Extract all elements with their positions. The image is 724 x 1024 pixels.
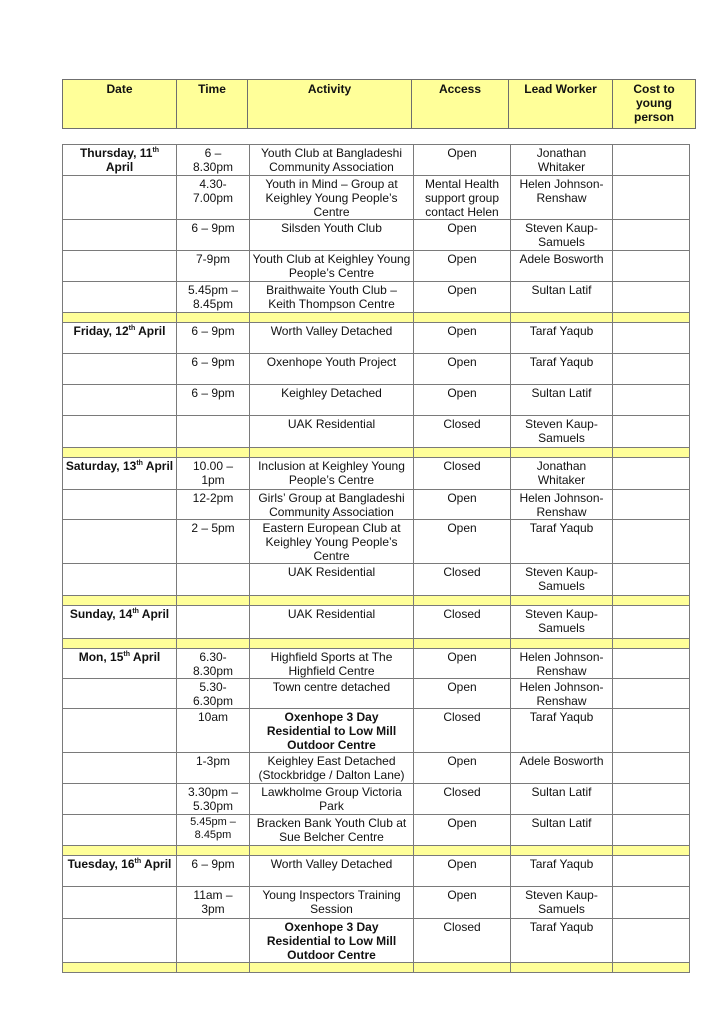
schedule-row	[63, 220, 690, 251]
date-text: Sunday, 14	[69, 607, 133, 621]
separator-cell	[250, 596, 414, 606]
time-cell: 4.30- 7.00pm	[177, 176, 250, 220]
day-separator-row	[63, 448, 690, 458]
separator-cell	[63, 963, 177, 973]
lead-worker-cell: Steven Kaup-Samuels	[511, 220, 613, 251]
time-cell: 12-2pm	[177, 490, 250, 520]
activity-cell: Keighley Detached	[250, 385, 414, 416]
cost-cell	[613, 564, 690, 596]
cost-cell	[613, 251, 690, 282]
date-cell	[63, 145, 177, 176]
date-text: Friday, 12	[73, 324, 129, 338]
activity-cell: Oxenhope 3 Day Residential to Low Mill Outdoor Centre	[250, 919, 414, 963]
cost-cell	[613, 145, 690, 176]
cost-cell	[613, 416, 690, 448]
date-cell	[63, 220, 177, 251]
access-cell: Closed	[414, 416, 511, 448]
date-cell	[63, 458, 177, 490]
separator-cell	[613, 448, 690, 458]
activity-cell: Town centre detached	[250, 679, 414, 709]
activity-cell: Girls’ Group at Bangladeshi Community Association	[250, 490, 414, 520]
activity-cell: Keighley East Detached (Stockbridge / Dalton Lane)	[250, 753, 414, 784]
date-month: April	[105, 160, 134, 174]
date-cell	[63, 753, 177, 784]
date-ordinal: th	[152, 147, 160, 154]
date-month: April	[138, 607, 170, 621]
day-separator-row	[63, 313, 690, 323]
schedule-row	[63, 385, 690, 416]
date-cell	[63, 887, 177, 919]
lead-worker-cell: Taraf Yaqub	[511, 520, 613, 564]
cost-cell	[613, 606, 690, 639]
separator-cell	[177, 313, 250, 323]
date-cell	[63, 856, 177, 887]
lead-worker-cell: Jonathan Whitaker	[511, 458, 613, 490]
activity-cell: Eastern European Club at Keighley Young People’s Centre	[250, 520, 414, 564]
lead-worker-cell: Steven Kaup-Samuels	[511, 887, 613, 919]
date-month: April	[135, 324, 166, 338]
schedule-row	[63, 649, 690, 679]
schedule-row	[63, 856, 690, 887]
lead-worker-cell: Steven Kaup-Samuels	[511, 416, 613, 448]
schedule-row	[63, 679, 690, 709]
lead-worker-cell: Taraf Yaqub	[511, 856, 613, 887]
schedule-row	[63, 490, 690, 520]
activity-cell: UAK Residential	[250, 606, 414, 639]
activity-cell: Young Inspectors Training Session	[250, 887, 414, 919]
schedule-row	[63, 520, 690, 564]
header-cost: Cost to young person	[613, 80, 696, 129]
lead-worker-cell: Taraf Yaqub	[511, 919, 613, 963]
time-cell: 6 – 8.30pm	[177, 145, 250, 176]
lead-worker-cell: Adele Bosworth	[511, 251, 613, 282]
separator-cell	[177, 846, 250, 856]
cost-cell	[613, 856, 690, 887]
access-cell: Closed	[414, 919, 511, 963]
access-cell: Open	[414, 649, 511, 679]
date-cell	[63, 490, 177, 520]
separator-cell	[250, 313, 414, 323]
activity-cell: Braithwaite Youth Club – Keith Thompson Centre	[250, 282, 414, 313]
time-cell: 6 – 9pm	[177, 354, 250, 385]
access-cell: Closed	[414, 784, 511, 815]
time-cell: 11am – 3pm	[177, 887, 250, 919]
lead-worker-cell: Steven Kaup-Samuels	[511, 606, 613, 639]
date-cell	[63, 709, 177, 753]
separator-cell	[250, 846, 414, 856]
date-month: April	[141, 857, 172, 871]
access-cell: Open	[414, 856, 511, 887]
activity-cell: Oxenhope 3 Day Residential to Low Mill Outdoor Centre	[250, 709, 414, 753]
cost-cell	[613, 709, 690, 753]
time-cell	[177, 919, 250, 963]
lead-worker-cell: Taraf Yaqub	[511, 323, 613, 354]
activity-cell: Highfield Sports at The Highfield Centre	[250, 649, 414, 679]
date-cell	[63, 282, 177, 313]
date-cell	[63, 385, 177, 416]
cost-cell	[613, 385, 690, 416]
lead-worker-cell: Steven Kaup-Samuels	[511, 564, 613, 596]
activity-cell: Silsden Youth Club	[250, 220, 414, 251]
schedule-row	[63, 815, 690, 846]
activity-cell: UAK Residential	[250, 416, 414, 448]
time-cell: 5.30- 6.30pm	[177, 679, 250, 709]
access-cell: Open	[414, 815, 511, 846]
separator-cell	[613, 639, 690, 649]
cost-cell	[613, 887, 690, 919]
day-separator-row	[63, 596, 690, 606]
time-cell	[177, 606, 250, 639]
schedule-row	[63, 564, 690, 596]
date-cell	[63, 919, 177, 963]
time-cell: 10am	[177, 709, 250, 753]
lead-worker-cell: Sultan Latif	[511, 784, 613, 815]
schedule-row	[63, 251, 690, 282]
separator-cell	[613, 846, 690, 856]
date-cell	[63, 564, 177, 596]
lead-worker-cell: Adele Bosworth	[511, 753, 613, 784]
date-ordinal: th	[136, 460, 143, 467]
separator-cell	[250, 639, 414, 649]
header-table	[62, 79, 696, 129]
activity-cell: UAK Residential	[250, 564, 414, 596]
date-text: Tuesday, 16	[67, 857, 135, 871]
date-cell	[63, 416, 177, 448]
access-cell: Open	[414, 385, 511, 416]
date-cell	[63, 679, 177, 709]
lead-worker-cell: Helen Johnson-Renshaw	[511, 679, 613, 709]
schedule-row	[63, 176, 690, 220]
access-cell: Open	[414, 354, 511, 385]
access-cell: Closed	[414, 709, 511, 753]
cost-cell	[613, 815, 690, 846]
header-access: Access	[412, 80, 509, 129]
activity-cell: Oxenhope Youth Project	[250, 354, 414, 385]
lead-worker-cell: Helen Johnson-Renshaw	[511, 176, 613, 220]
date-cell	[63, 176, 177, 220]
time-cell: 5.45pm – 8.45pm	[177, 815, 250, 846]
separator-cell	[511, 846, 613, 856]
activity-cell: Lawkholme Group Victoria Park	[250, 784, 414, 815]
time-cell: 6 – 9pm	[177, 385, 250, 416]
date-cell	[63, 815, 177, 846]
time-cell	[177, 416, 250, 448]
time-cell: 7-9pm	[177, 251, 250, 282]
separator-cell	[250, 963, 414, 973]
date-cell	[63, 606, 177, 639]
separator-cell	[414, 596, 511, 606]
cost-cell	[613, 490, 690, 520]
separator-cell	[511, 596, 613, 606]
separator-cell	[63, 313, 177, 323]
date-cell	[63, 323, 177, 354]
date-cell	[63, 251, 177, 282]
day-separator-row	[63, 639, 690, 649]
cost-cell	[613, 220, 690, 251]
activity-cell: Youth in Mind – Group at Keighley Young People’s Centre	[250, 176, 414, 220]
schedule-table	[62, 144, 690, 973]
time-cell	[177, 564, 250, 596]
access-cell: Open	[414, 490, 511, 520]
separator-cell	[177, 639, 250, 649]
cost-cell	[613, 679, 690, 709]
date-text: Saturday, 13	[65, 459, 137, 473]
schedule-row	[63, 416, 690, 448]
access-cell: Open	[414, 251, 511, 282]
schedule-row	[63, 919, 690, 963]
separator-cell	[63, 448, 177, 458]
access-cell: Open	[414, 887, 511, 919]
time-cell: 6.30- 8.30pm	[177, 649, 250, 679]
schedule-row	[63, 887, 690, 919]
time-cell: 1-3pm	[177, 753, 250, 784]
access-cell: Closed	[414, 606, 511, 639]
activity-cell: Bracken Bank Youth Club at Sue Belcher Centre	[250, 815, 414, 846]
separator-cell	[414, 963, 511, 973]
cost-cell	[613, 176, 690, 220]
activity-cell: Worth Valley Detached	[250, 856, 414, 887]
time-cell: 6 – 9pm	[177, 220, 250, 251]
cost-cell	[613, 520, 690, 564]
cost-cell	[613, 919, 690, 963]
schedule-row	[63, 354, 690, 385]
activity-cell: Youth Club at Bangladeshi Community Association	[250, 145, 414, 176]
cost-cell	[613, 784, 690, 815]
access-cell: Open	[414, 679, 511, 709]
time-cell: 5.45pm – 8.45pm	[177, 282, 250, 313]
access-cell: Open	[414, 323, 511, 354]
time-cell: 10.00 – 1pm	[177, 458, 250, 490]
separator-cell	[511, 448, 613, 458]
schedule-row	[63, 606, 690, 639]
header-date: Date	[63, 80, 177, 129]
separator-cell	[511, 313, 613, 323]
separator-cell	[613, 963, 690, 973]
separator-cell	[613, 313, 690, 323]
time-cell: 2 – 5pm	[177, 520, 250, 564]
separator-cell	[511, 639, 613, 649]
time-cell: 6 – 9pm	[177, 856, 250, 887]
date-cell	[63, 649, 177, 679]
header-time: Time	[177, 80, 248, 129]
schedule-row	[63, 282, 690, 313]
date-ordinal: th	[134, 858, 142, 865]
cost-cell	[613, 649, 690, 679]
schedule-row	[63, 709, 690, 753]
time-cell: 6 – 9pm	[177, 323, 250, 354]
access-cell: Open	[414, 220, 511, 251]
separator-cell	[177, 448, 250, 458]
date-cell	[63, 354, 177, 385]
access-cell: Open	[414, 520, 511, 564]
lead-worker-cell: Helen Johnson-Renshaw	[511, 490, 613, 520]
schedule-row	[63, 323, 690, 354]
separator-cell	[613, 596, 690, 606]
lead-worker-cell: Taraf Yaqub	[511, 709, 613, 753]
separator-cell	[414, 846, 511, 856]
access-cell: Closed	[414, 458, 511, 490]
schedule-row	[63, 145, 690, 176]
separator-cell	[177, 963, 250, 973]
date-cell	[63, 520, 177, 564]
date-month: April	[130, 650, 161, 664]
time-cell: 3.30pm – 5.30pm	[177, 784, 250, 815]
date-ordinal: th	[123, 651, 131, 658]
date-ordinal: th	[128, 325, 136, 332]
schedule-row	[63, 753, 690, 784]
access-cell: Open	[414, 145, 511, 176]
separator-cell	[414, 639, 511, 649]
schedule-row	[63, 458, 690, 490]
separator-cell	[63, 639, 177, 649]
lead-worker-cell: Helen Johnson-Renshaw	[511, 649, 613, 679]
header-row	[63, 80, 696, 129]
lead-worker-cell: Sultan Latif	[511, 385, 613, 416]
date-text: Mon, 15	[78, 650, 124, 664]
access-cell: Open	[414, 753, 511, 784]
lead-worker-cell: Jonathan Whitaker	[511, 145, 613, 176]
lead-worker-cell: Sultan Latif	[511, 815, 613, 846]
activity-cell: Inclusion at Keighley Young People’s Centre	[250, 458, 414, 490]
day-separator-row	[63, 963, 690, 973]
date-cell	[63, 784, 177, 815]
header-activity: Activity	[248, 80, 412, 129]
cost-cell	[613, 458, 690, 490]
activity-cell: Worth Valley Detached	[250, 323, 414, 354]
access-cell: Open	[414, 282, 511, 313]
access-cell: Mental Health support group contact Helen	[414, 176, 511, 220]
separator-cell	[177, 596, 250, 606]
separator-cell	[63, 846, 177, 856]
cost-cell	[613, 323, 690, 354]
schedule-row	[63, 784, 690, 815]
separator-cell	[414, 313, 511, 323]
date-ordinal: th	[132, 608, 139, 615]
separator-cell	[511, 963, 613, 973]
date-text: Thursday, 11	[79, 146, 153, 160]
separator-cell	[414, 448, 511, 458]
separator-cell	[250, 448, 414, 458]
cost-cell	[613, 753, 690, 784]
cost-cell	[613, 282, 690, 313]
day-separator-row	[63, 846, 690, 856]
cost-cell	[613, 354, 690, 385]
access-cell: Closed	[414, 564, 511, 596]
date-month: April	[142, 459, 174, 473]
lead-worker-cell: Sultan Latif	[511, 282, 613, 313]
lead-worker-cell: Taraf Yaqub	[511, 354, 613, 385]
header-lead-worker: Lead Worker	[509, 80, 613, 129]
separator-cell	[63, 596, 177, 606]
activity-cell: Youth Club at Keighley Young People’s Centre	[250, 251, 414, 282]
